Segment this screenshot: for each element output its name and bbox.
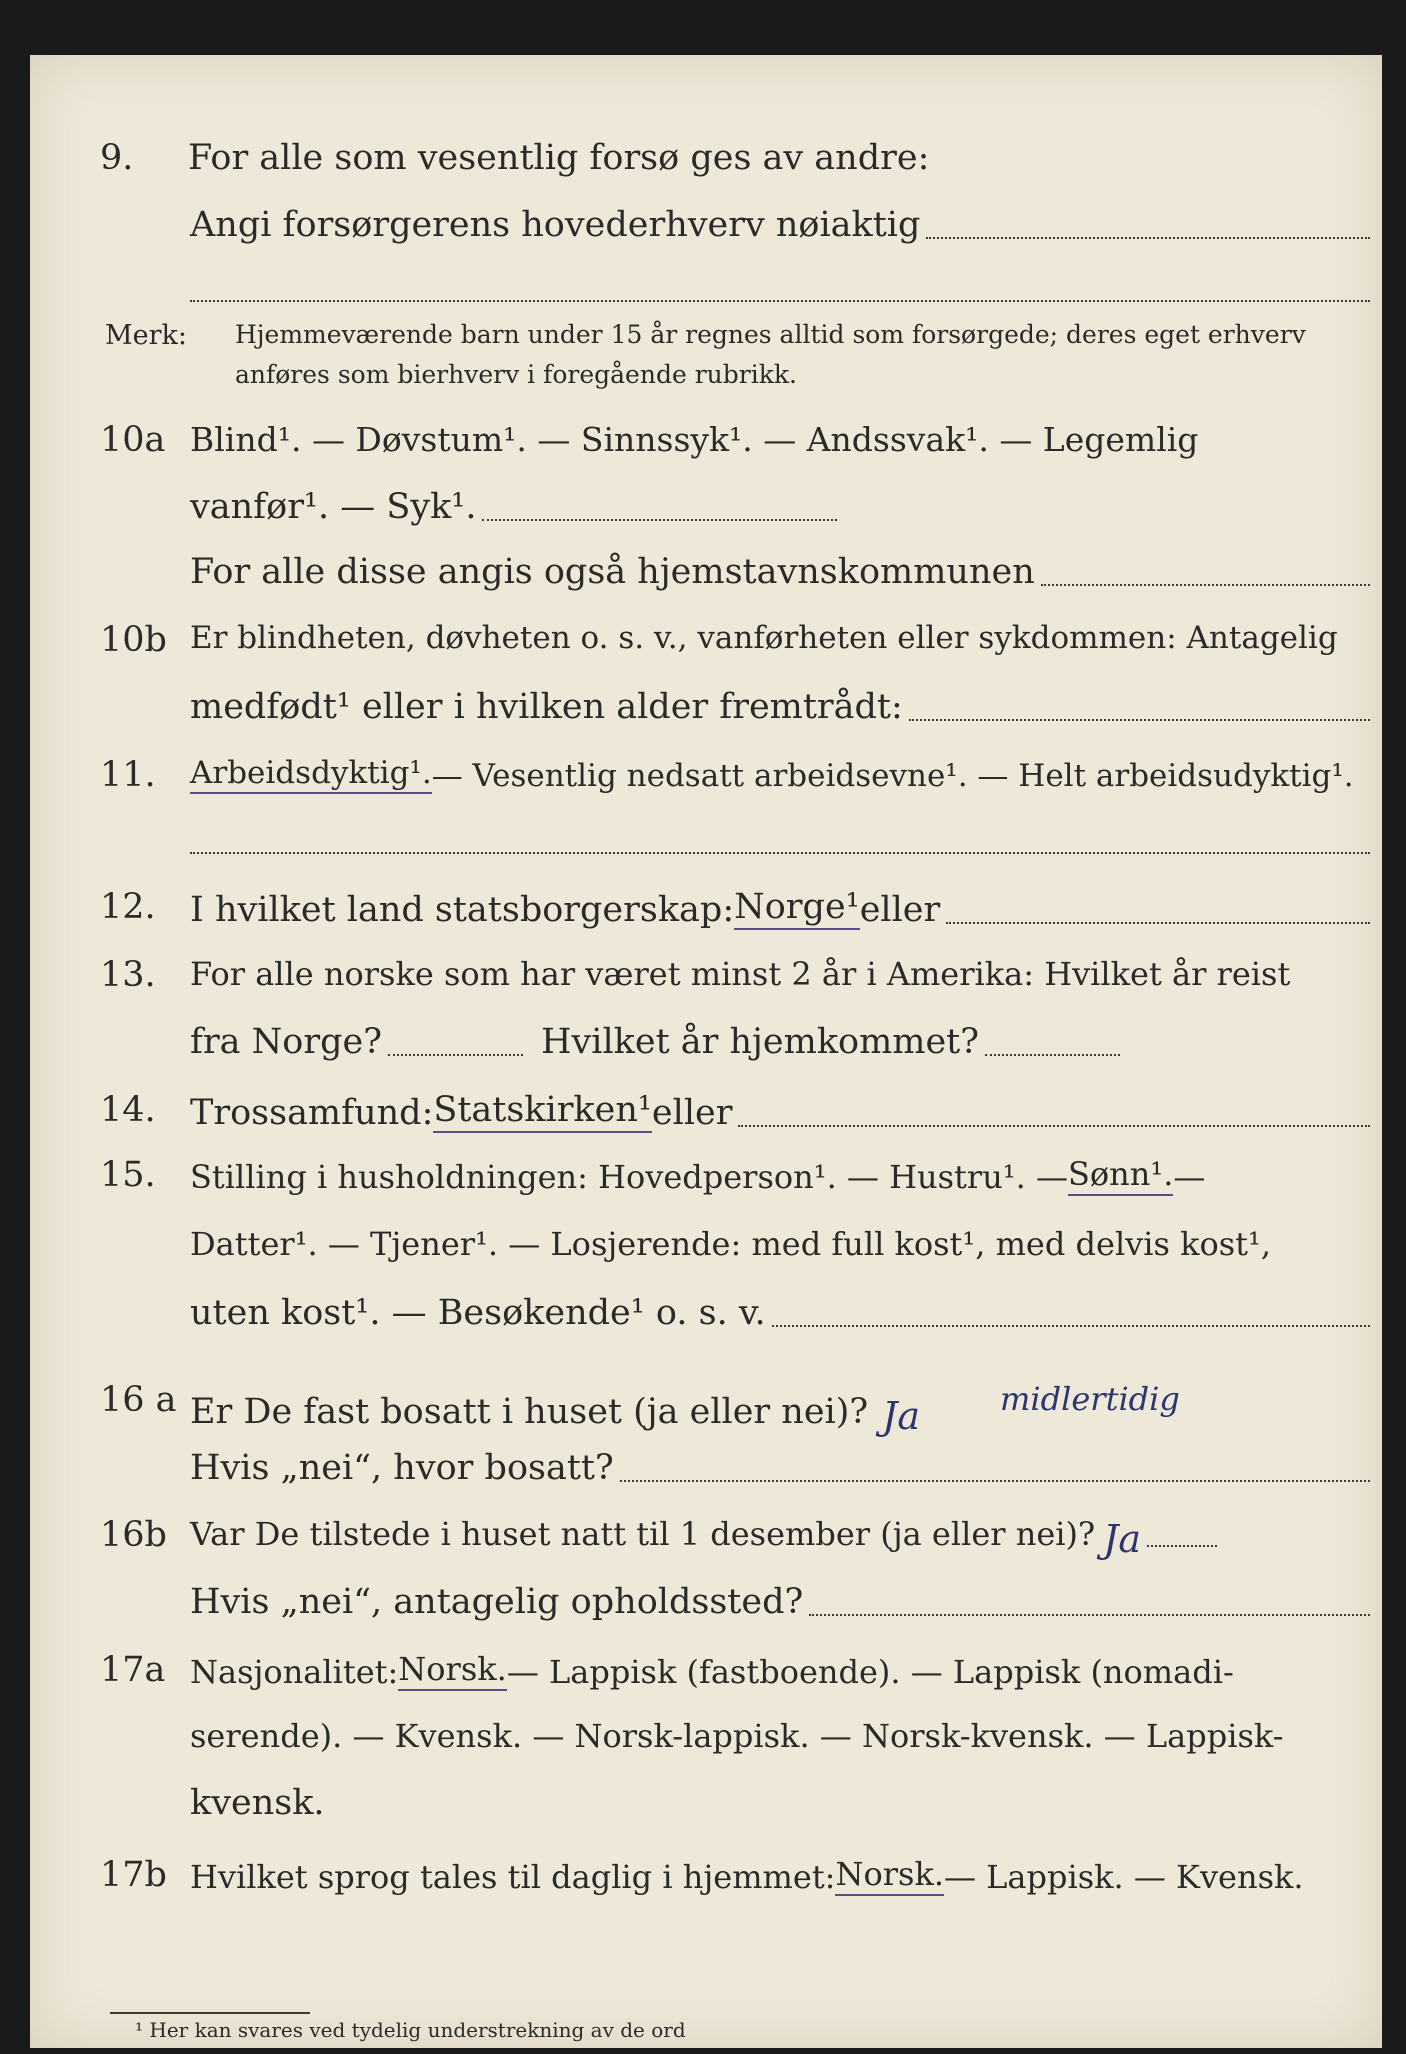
q10a-row <box>30 420 1382 470</box>
q15-line3: uten kost¹. — Besøkende¹ o. s. v. <box>190 1293 766 1333</box>
q14-statskirken: Statskirken¹ <box>433 1090 652 1133</box>
q17b-row <box>30 1855 1382 1905</box>
q15-line2: Datter¹. — Tjener¹. — Losjerende: med full kost¹, med delvis kost¹, <box>190 1225 1272 1263</box>
q10b-row <box>30 620 1382 670</box>
q14-text: Trossamfund: <box>190 1093 434 1133</box>
answer-line[interactable] <box>772 1303 1370 1327</box>
q16a-row2 <box>30 1448 1382 1498</box>
q17a-line3: kvensk. <box>190 1783 325 1823</box>
q15-row <box>30 1155 1382 1205</box>
q16b-answer-ja: Ja <box>1103 1517 1142 1561</box>
q13-number: 13. <box>100 955 156 995</box>
q12-row <box>30 887 1382 937</box>
q16a-line1: Er De fast bosatt i huset (ja eller nei)? <box>190 1392 869 1432</box>
q10b-line1: Er blindheten, døvheten o. s. v., vanførheten eller sykdommen: Antagelig <box>190 620 1338 656</box>
q15-number: 15. <box>100 1155 156 1195</box>
q16a-answer-midlertidig: midlertidig <box>1000 1380 1180 1418</box>
q11-number: 11. <box>100 755 156 795</box>
answer-line[interactable] <box>809 1592 1370 1616</box>
answer-line[interactable] <box>946 900 1370 924</box>
q9-row2 <box>30 205 1382 255</box>
q16a-row <box>30 1380 1382 1438</box>
q14-row <box>30 1090 1382 1140</box>
q10a-line3: For alle disse angis også hjemstavnskommunen <box>190 552 1035 592</box>
q17a-row <box>30 1650 1382 1700</box>
q17b-norsk: Norsk. <box>835 1855 944 1896</box>
q11-row <box>30 755 1382 805</box>
footnote: ¹ Her kan svares ved tydelig understrekning av de ord <box>135 2018 686 2042</box>
q14-number: 14. <box>100 1090 156 1130</box>
answer-line[interactable] <box>926 215 1370 239</box>
q9-line1: For alle som vesentlig forsø ges av andre: <box>188 138 930 178</box>
q15-line1a: Stilling i husholdningen: Hovedperson¹. — Hustru¹. — <box>190 1158 1068 1196</box>
q17b-number: 17b <box>100 1855 167 1895</box>
q12-eller: eller <box>859 890 941 930</box>
q10b-line2: medfødt¹ eller i hvilken alder fremtrådt: <box>190 687 903 727</box>
answer-line-full[interactable] <box>190 852 1370 854</box>
q13-line2a: fra Norge? <box>190 1022 382 1062</box>
q10b-number: 10b <box>100 620 167 660</box>
answer-line[interactable] <box>388 1032 523 1056</box>
q10a-row3 <box>30 552 1382 602</box>
q15-row3 <box>30 1293 1382 1343</box>
answer-line-full[interactable] <box>190 300 1370 302</box>
q9-row <box>30 138 1382 188</box>
merk-line2: anføres som bierhverv i foregående rubrikk. <box>235 360 797 389</box>
merk-label: Merk: <box>105 320 187 351</box>
q17a-norsk: Norsk. <box>398 1650 507 1691</box>
answer-line[interactable] <box>985 1032 1120 1056</box>
merk-line1: Hjemmeværende barn under 15 år regnes alltid som forsørgede; deres eget erhverv <box>235 320 1306 349</box>
q11-arbeidsdyktig: Arbeidsdyktig¹. <box>190 755 432 794</box>
q16b-row2 <box>30 1582 1382 1632</box>
q16a-answer-ja: Ja <box>882 1394 921 1438</box>
q13-line2b: Hvilket år hjemkommet? <box>541 1022 980 1062</box>
q17a-line2: serende). — Kvensk. — Norsk-lappisk. — Norsk-kvensk. — Lappisk- <box>190 1717 1284 1755</box>
q17b-rest: — Lappisk. — Kvensk. <box>944 1858 1304 1896</box>
q10a-number: 10a <box>100 420 166 460</box>
q9-number: 9. <box>100 138 134 178</box>
q9-line2: Angi forsørgerens hovederhverv nøiaktig <box>190 205 921 245</box>
q17a-line1a: Nasjonalitet: <box>190 1653 399 1691</box>
q17a-number: 17a <box>100 1650 166 1690</box>
q17a-line1c: — Lappisk (fastboende). — Lappisk (nomadi- <box>506 1653 1234 1691</box>
q15-sonn: Sønn¹. <box>1068 1155 1173 1196</box>
q17a-row3 <box>30 1783 1382 1833</box>
merk-row2 <box>30 360 1382 410</box>
q10a-row2 <box>30 487 1382 537</box>
q11-rest: — Vesentlig nedsatt arbeidsevne¹. — Helt arbeidsudyktig¹. <box>431 758 1354 794</box>
q15-line1c: — <box>1173 1158 1206 1196</box>
q16b-line2: Hvis „nei“, antagelig opholdssted? <box>190 1582 804 1622</box>
q12-text: I hvilket land statsborgerskap: <box>190 890 735 930</box>
footnote-rule <box>110 2012 310 2014</box>
q10b-row2 <box>30 687 1382 737</box>
q13-row <box>30 955 1382 1005</box>
q16b-line1: Var De tilstede i huset natt til 1 desember (ja eller nei)? <box>190 1515 1096 1553</box>
form-page <box>30 55 1382 2048</box>
answer-line[interactable] <box>620 1458 1370 1482</box>
q17a-row2 <box>30 1717 1382 1767</box>
q13-line1: For alle norske som har været minst 2 år i Amerika: Hvilket år reist <box>190 955 1291 993</box>
q16a-number: 16 a <box>100 1380 177 1420</box>
q16a-line2: Hvis „nei“, hvor bosatt? <box>190 1448 614 1488</box>
q15-row2 <box>30 1225 1382 1275</box>
answer-line[interactable] <box>738 1103 1370 1127</box>
q13-row2 <box>30 1022 1382 1072</box>
q10a-line1: Blind¹. — Døvstum¹. — Sinnssyk¹. — Andssvak¹. — Legemlig <box>190 420 1199 459</box>
q10a-line2: vanfør¹. — Syk¹. <box>190 487 477 527</box>
q16b-number: 16b <box>100 1515 167 1555</box>
q12-norge: Norge¹ <box>734 887 860 930</box>
answer-line[interactable] <box>909 697 1370 721</box>
q14-eller: eller <box>651 1093 733 1133</box>
answer-line[interactable] <box>1041 562 1370 586</box>
q12-number: 12. <box>100 887 156 927</box>
q16b-row <box>30 1515 1382 1565</box>
answer-line[interactable] <box>1147 1523 1217 1547</box>
answer-line[interactable] <box>482 497 837 521</box>
q17b-text: Hvilket sprog tales til daglig i hjemmet: <box>190 1858 836 1896</box>
